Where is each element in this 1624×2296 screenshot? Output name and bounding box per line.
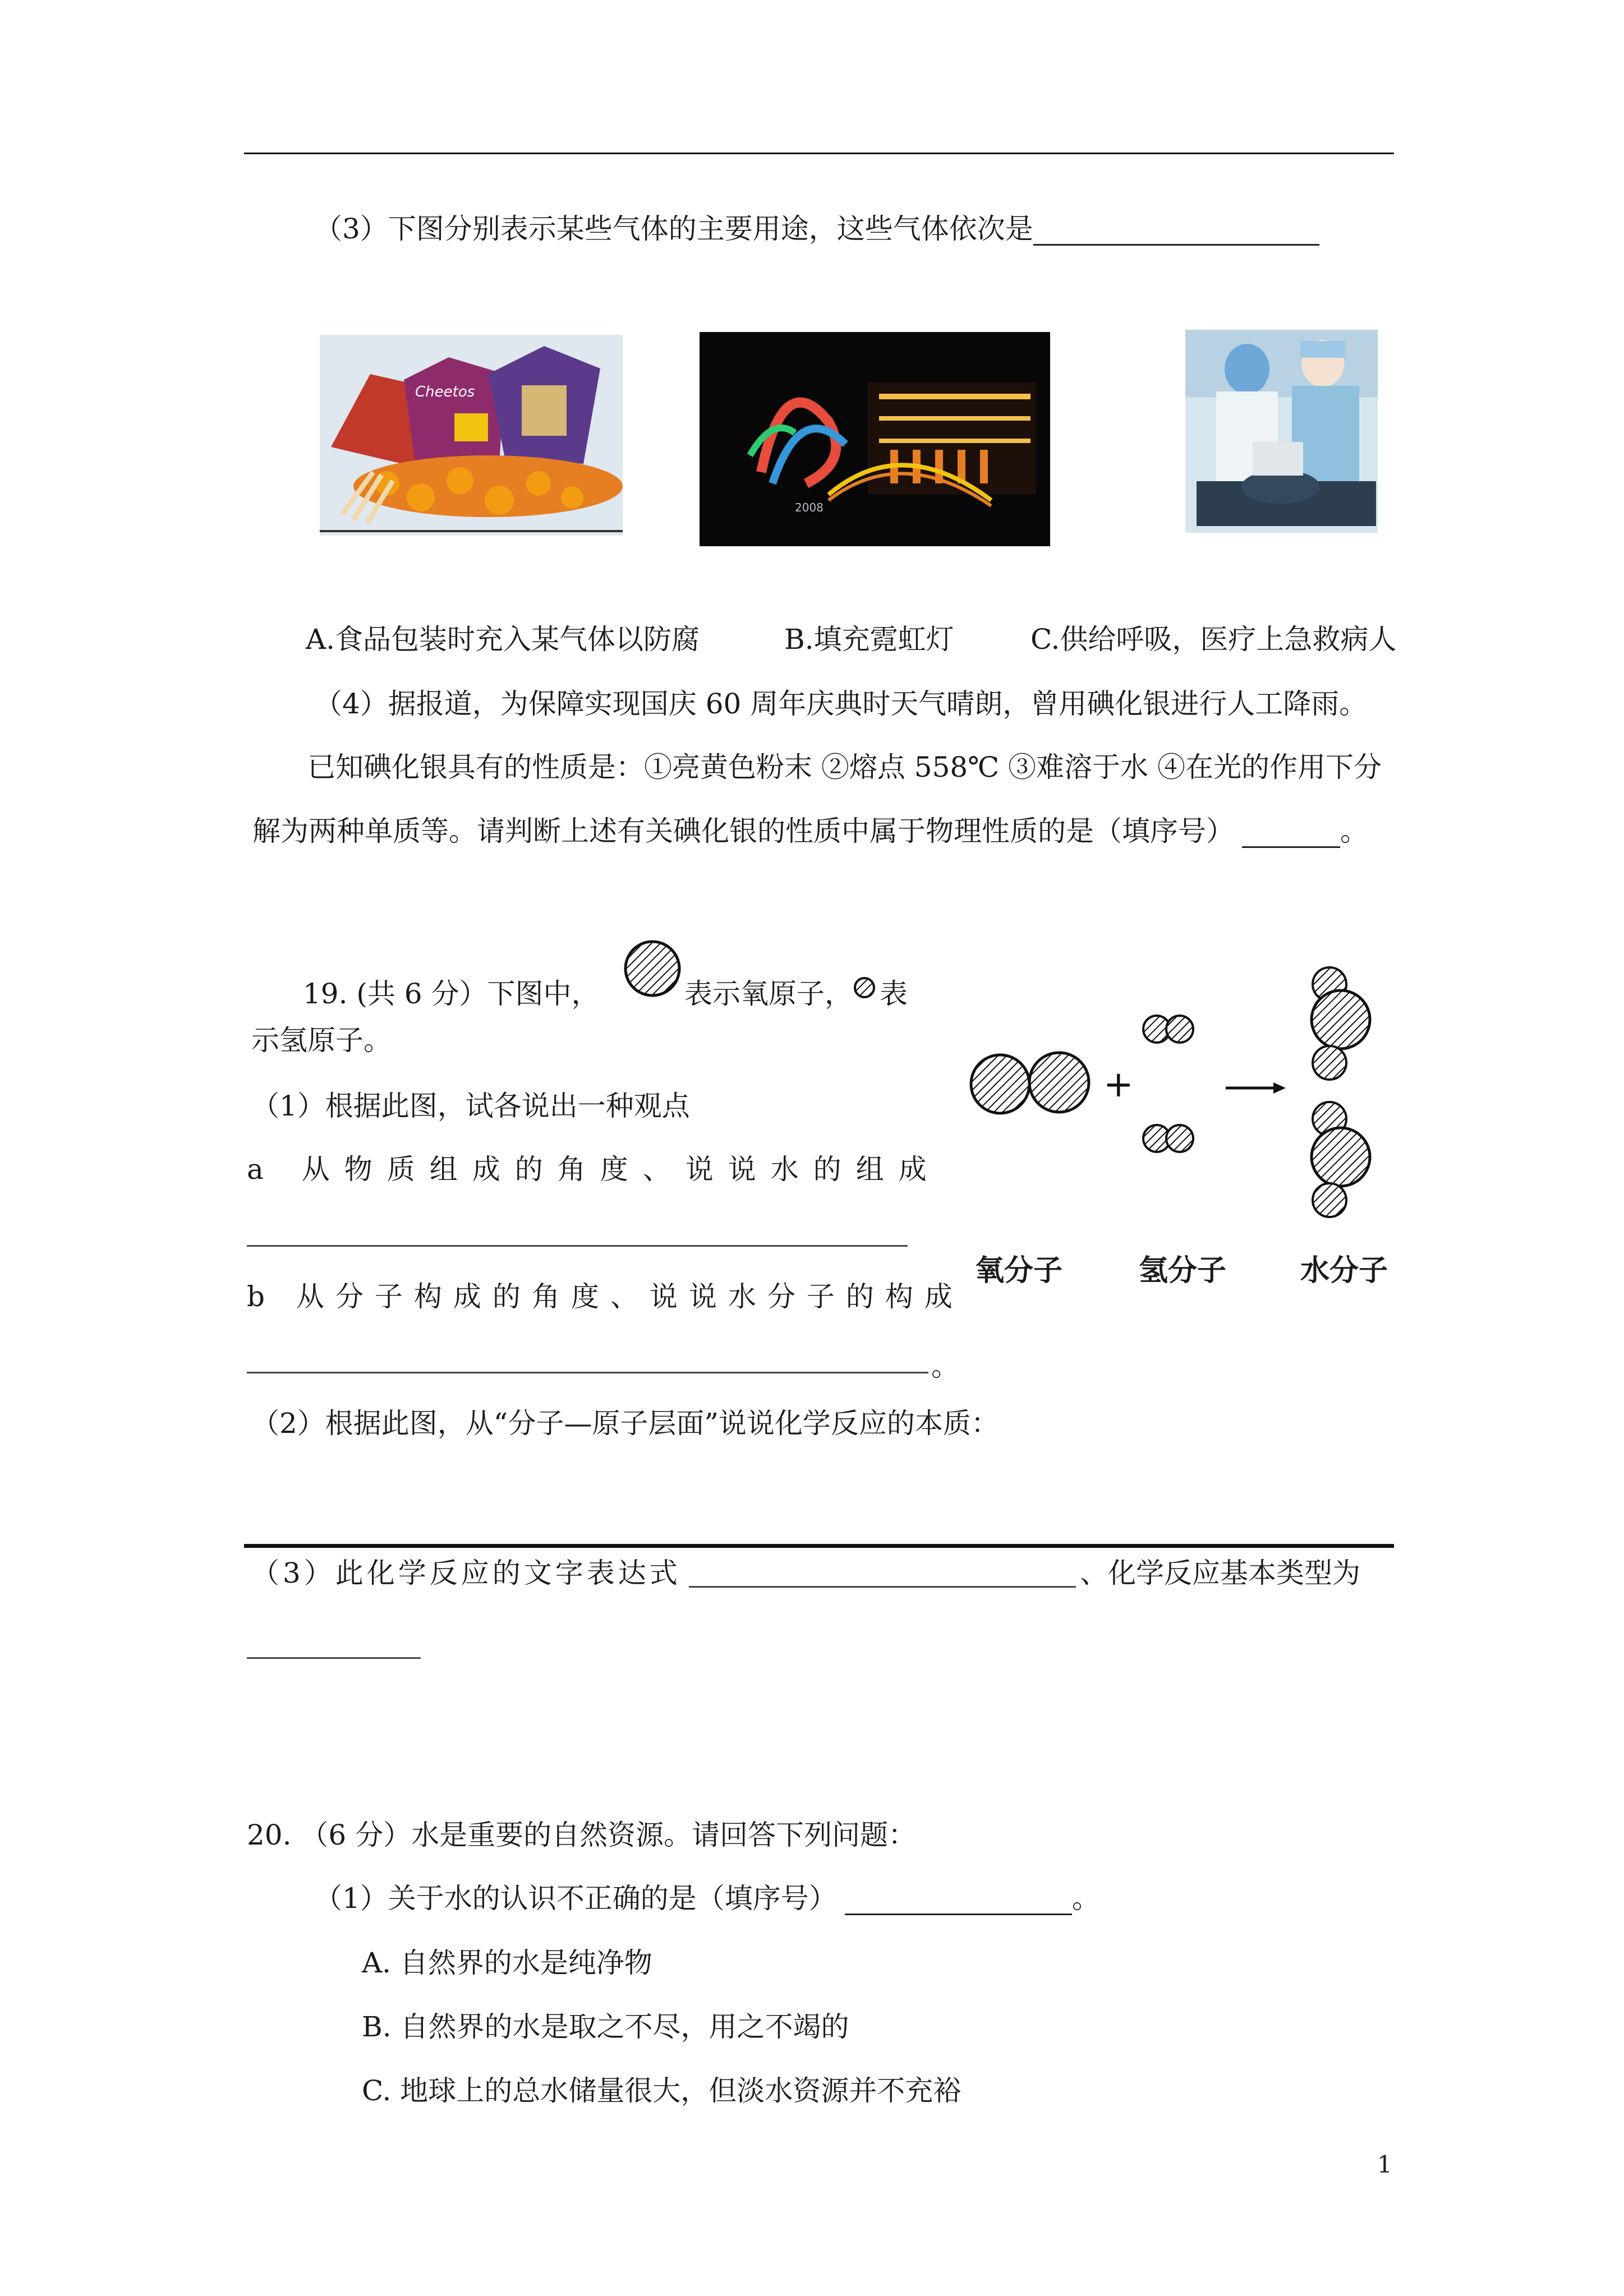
q20-part1-end: 。 [1071,1882,1100,1915]
reaction-arrow [1226,1082,1286,1094]
q20-option-c: C. 地球上的总水储量很大，但淡水资源并不充裕 [362,2074,961,2107]
header-rule [244,153,1394,154]
answer-line-reaction-essence[interactable] [244,1544,1394,1548]
answer-line-reaction-type[interactable] [247,1657,421,1659]
q19-part3-b: 、化学反应基本类型为 [1080,1557,1360,1589]
answer-line-molecule-structure[interactable] [247,1372,928,1373]
plus-sign: + [1103,1064,1134,1105]
q18-4-line3-row [252,814,1368,848]
oxygen-atom-legend-icon [622,938,683,999]
q18-4-end: 。 [1340,815,1368,847]
answer-blank-gases[interactable] [1033,218,1319,246]
q18-3-prompt: （3）下图分别表示某些气体的主要用途，这些气体依次是 [314,213,1033,245]
water-molecule-bottom [1312,1102,1370,1217]
q19-part1a: a 从物质组成的角度、说说水的组成 [247,1153,941,1186]
answer-blank-water-incorrect[interactable] [845,1888,1072,1915]
medical-emergency-photo [1185,330,1378,533]
q19-intro-a: 19. (共 6 分）下图中， [303,978,600,1010]
caption-c: C.供给呼吸，医疗上急救病人 [1030,623,1397,656]
q20-part1: （1）关于水的认识不正确的是（填序号） [314,1882,837,1915]
page-number: 1 [1377,2151,1392,2178]
q18-4-line1: （4）据报道，为保障实现国庆 60 周年庆典时天气晴朗，曾用碘化银进行人工降雨。 [314,688,1368,720]
q20-title: 20. （6 分）水是重要的自然资源。请回答下列问题： [247,1819,917,1851]
hydrogen-atom-legend-icon [853,976,876,999]
label-oxygen-molecule: 氧分子 [975,1254,1063,1288]
q19-part2: （2）根据此图，从“分子—原子层面”说说化学反应的本质： [251,1407,999,1440]
caption-a: A.食品包装时充入某气体以防腐 [306,623,700,656]
q19-part3-a: （3）此化学反应的文字表达式 [251,1557,681,1589]
q19-intro-d: 示氢原子。 [251,1024,392,1057]
svg-text:Cheetos: Cheetos [415,384,475,400]
q19-intro-c: 表 [880,978,908,1010]
answer-line-water-composition[interactable] [247,1245,908,1247]
hydrogen-molecule-top [1143,1016,1193,1043]
q20-part1-row [314,1882,1100,1915]
q19-part1b: b 从分子构成的角度、说说水分子的构成 [247,1280,964,1313]
q19-intro-b: 表示氧原子， [684,978,853,1010]
q20-option-b: B. 自然界的水是取之不尽，用之不竭的 [362,2011,849,2043]
caption-b: B.填充霓虹灯 [784,623,954,656]
q18-4-line3: 解为两种单质等。请判断上述有关碘化银的性质中属于物理性质的是（填序号） [252,815,1234,847]
label-water-molecule: 水分子 [1300,1254,1388,1288]
food-packaging-photo [320,335,623,536]
q19-part1: （1）根据此图，试各说出一种观点 [251,1090,690,1122]
oxygen-molecule [971,1053,1089,1113]
water-molecule-top [1312,967,1370,1080]
q18-3-prompt-line [314,212,1319,246]
answer-line-word-equation[interactable] [689,1586,1076,1588]
q18-4-line2: 已知碘化银具有的性质是：①亮黄色粉末 ②熔点 558℃ ③难溶于水 ④在光的作用下分 [307,751,1382,783]
svg-text:2008: 2008 [795,501,823,514]
answer-blank-physical-properties[interactable] [1242,820,1340,848]
hydrogen-molecule-bottom [1143,1125,1193,1152]
q20-option-a: A. 自然界的水是纯净物 [362,1947,652,1979]
q19-part1b-end: 。 [931,1350,959,1382]
label-hydrogen-molecule: 氢分子 [1139,1254,1227,1288]
neon-lights-photo [700,332,1050,546]
